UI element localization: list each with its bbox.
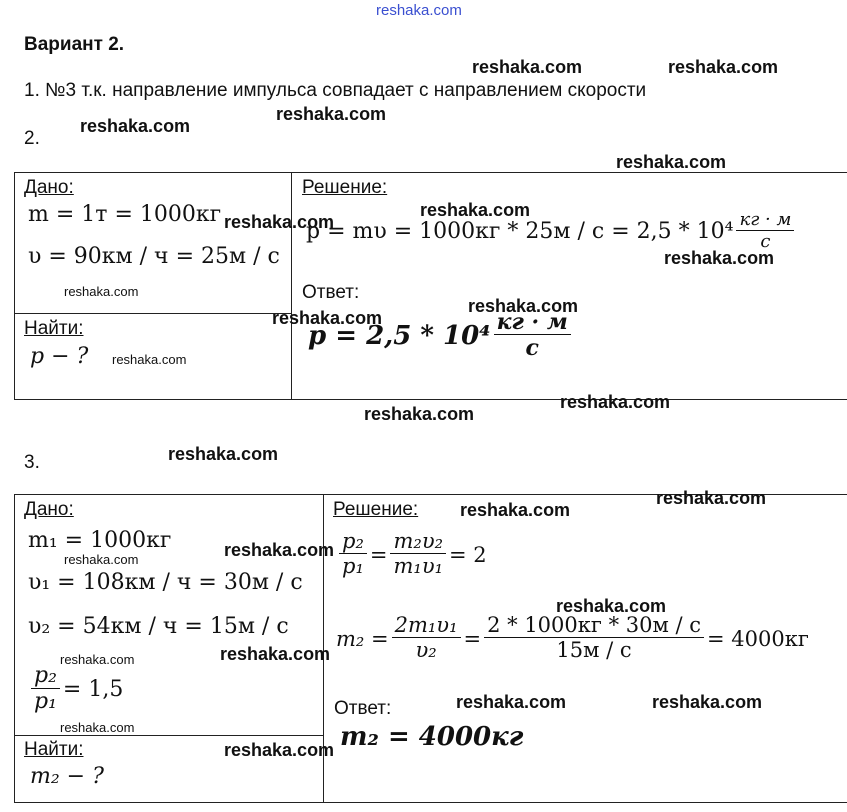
watermark: reshaka.com — [220, 644, 331, 664]
watermark: reshaka.com — [364, 404, 475, 424]
watermark: reshaka.com — [224, 212, 335, 232]
q3-eq2-frac1 — [392, 614, 461, 663]
watermark: reshaka.com — [272, 308, 383, 328]
q3-eq2-frac2-den: 15м / с — [556, 638, 632, 663]
q2-solution-label: Решение: — [302, 177, 388, 198]
q2-answer-unit — [494, 310, 571, 362]
q2-find-value: p − ? — [30, 344, 89, 369]
q3-eq2-frac1-den: υ₂ — [415, 638, 437, 663]
watermark: reshaka.com — [60, 652, 135, 667]
q3-eq2-frac1-num: 2m₁υ₁ — [392, 614, 461, 638]
watermark: reshaka.com — [668, 57, 779, 77]
q2-answer-unit-num: кг · м — [494, 310, 571, 335]
q3-given-v1: υ₁ = 108км / ч = 30м / с — [28, 570, 303, 595]
watermark: reshaka.com — [420, 200, 531, 220]
q3-given-v2: υ₂ = 54км / ч = 15м / с — [28, 614, 289, 639]
q2-given-label: Дано: — [24, 177, 74, 198]
watermark: reshaka.com — [112, 352, 187, 367]
watermark: reshaka.com — [556, 596, 667, 616]
watermark: reshaka.com — [656, 488, 767, 508]
watermark: reshaka.com — [60, 720, 135, 735]
q3-eq2-result: = 4000кг — [707, 626, 809, 651]
q2-answer-formula: p = 2,5 * 10⁴ — [308, 320, 491, 351]
q3-eq2: m₂ = $\frac{\text{2m₁υ₁}}{\text{υ₂}}$ = $\frac{2 * 1000кг * 30м / с}{15м / с}$ = 4000кг — [336, 613, 809, 663]
q3-eq1-lhs-den: p₁ — [342, 554, 364, 579]
watermark: reshaka.com — [224, 540, 335, 560]
q3-given-ratio-num: p₂ — [31, 664, 60, 689]
watermark: reshaka.com — [468, 296, 579, 316]
q2-answer-unit-den: с — [525, 335, 539, 362]
q3-eq2-frac2-num: 2 * 1000кг * 30м / с — [484, 614, 704, 638]
q3-solution-label: Решение: — [333, 499, 419, 520]
q3-given-label: Дано: — [24, 499, 74, 520]
q3-answer-formula: m₂ = 4000кг — [340, 722, 524, 752]
q3-given-ratio-val: = 1,5 — [62, 677, 124, 703]
q3-eq1-lhs — [339, 530, 367, 579]
q3-eq2-frac2 — [484, 614, 704, 663]
q2-solution-unit-den: с — [760, 230, 771, 252]
q3-given-ratio-frac — [31, 664, 60, 716]
q3-eq1-rhs-den: m₁υ₁ — [393, 554, 444, 579]
q3-eq1: $\frac{\text{p₂}}{\text{p₁}}$ = $\frac{\text{m₂υ₂}}{\text{m₁υ₁}}$ = 2 — [336, 530, 487, 579]
watermark: reshaka.com — [168, 444, 279, 464]
watermark: reshaka.com — [472, 57, 583, 77]
q3-answer-label: Ответ: — [334, 698, 392, 719]
q3-find-label: Найти: — [24, 739, 84, 760]
watermark: reshaka.com — [460, 500, 571, 520]
watermark: reshaka.com — [664, 248, 775, 268]
watermark: reshaka.com — [652, 692, 763, 712]
q3-given-ratio-den: p₁ — [34, 689, 57, 715]
variant-title: Вариант 2. — [24, 34, 125, 55]
q2-given-mass: m = 1т = 1000кг — [28, 202, 222, 227]
q3-given-ratio — [28, 664, 123, 716]
watermark: reshaka.com — [224, 740, 335, 760]
q2-given-speed: υ = 90км / ч = 25м / с — [28, 244, 280, 269]
watermark-top: reshaka.com — [376, 2, 462, 19]
watermark: reshaka.com — [560, 392, 671, 412]
q2-answer-label: Ответ: — [302, 282, 360, 303]
q3-eq1-lhs-num: p₂ — [339, 530, 367, 554]
q3-eq1-rhs — [390, 530, 446, 579]
q2-find-label: Найти: — [24, 318, 84, 339]
q2-solution-unit — [736, 210, 794, 252]
watermark: reshaka.com — [456, 692, 567, 712]
q3-eq1-result: = 2 — [449, 542, 487, 567]
q1-text: 1. №3 т.к. направление импульса совпадает с направлением скорости — [24, 80, 647, 101]
q3-given-m1: m₁ = 1000кг — [28, 528, 172, 553]
q3-eq2-lhs: m₂ = — [336, 626, 389, 651]
watermark: reshaka.com — [64, 552, 139, 567]
q2-solution-formula: p = mυ = 1000кг * 25м / с = 2,5 * 10⁴ — [306, 218, 734, 244]
q3-eq1-rhs-num: m₂υ₂ — [390, 530, 446, 554]
watermark: reshaka.com — [64, 284, 139, 299]
q2-number: 2. — [24, 128, 40, 149]
watermark: reshaka.com — [80, 116, 191, 136]
watermark: reshaka.com — [616, 152, 727, 172]
q2-solution-cell — [291, 172, 847, 400]
q3-find-value: m₂ − ? — [30, 764, 104, 789]
q3-number: 3. — [24, 452, 40, 473]
q2-solution-equation — [306, 210, 797, 252]
q2-solution-unit-num: кг · м — [736, 210, 794, 231]
watermark: reshaka.com — [276, 104, 387, 124]
